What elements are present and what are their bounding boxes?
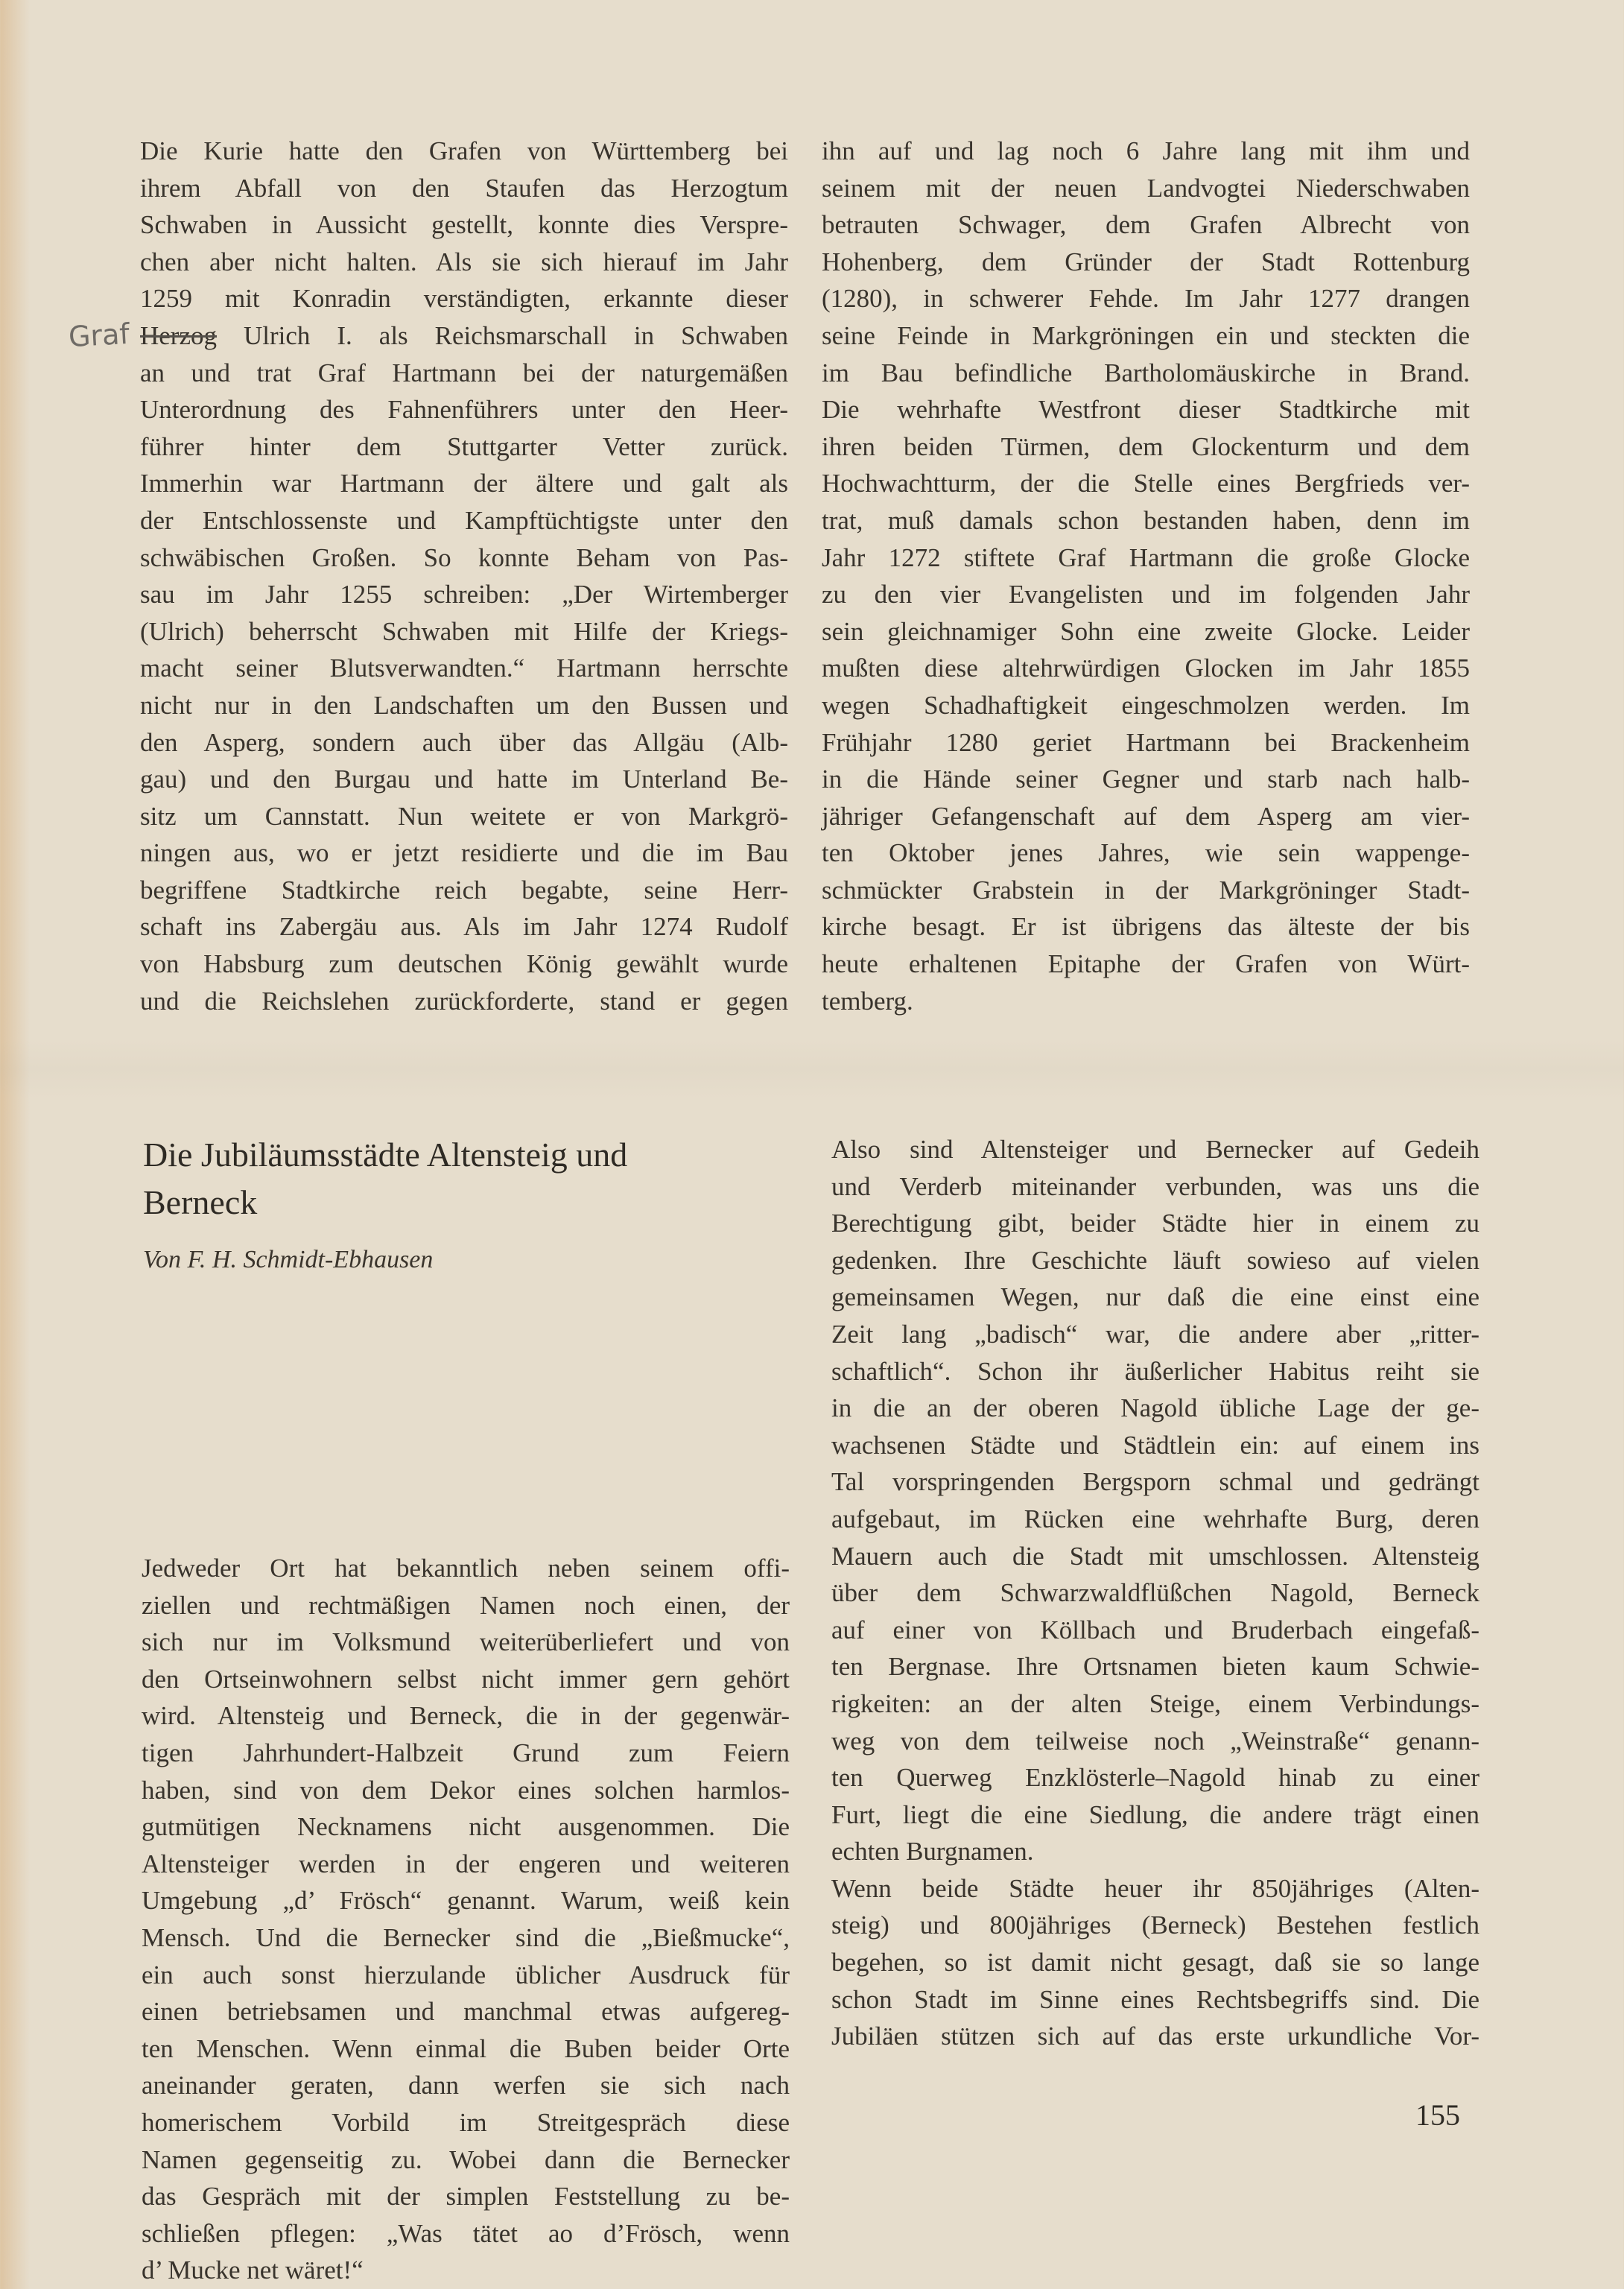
text-line: Jahr 1272 stiftete Graf Hartmann die große Glocke	[822, 542, 1470, 572]
text-line: Also sind Altensteiger und Bernecker auf Gedeih	[831, 1135, 1479, 1164]
text-line: Altensteiger werden in der engeren und weiteren	[142, 1849, 790, 1878]
text-line: tigen Jahrhundert-Halbzeit Grund zum Feiern	[142, 1738, 790, 1767]
text-line: haben, sind von dem Dekor eines solchen harmlos-	[142, 1775, 790, 1805]
text-line: ihrem Abfall von den Staufen das Herzogtum	[140, 173, 788, 203]
page-shading	[0, 1039, 1624, 1099]
text-line: einen betriebsamen und manchmal etwas aufgereg-	[142, 1997, 790, 2027]
text-line: an und trat Graf Hartmann bei der naturgemäßen	[140, 358, 788, 387]
text-line: Namen gegenseitig zu. Wobei dann die Bernecker	[142, 2144, 790, 2174]
text-line: chen aber nicht halten. Als sie sich hierauf im Jahr	[140, 247, 788, 276]
text-line: ein auch sonst hierzulande üblicher Ausdruck für	[142, 1960, 790, 1989]
text-line: jähriger Gefangenschaft auf dem Asperg am vier-	[822, 801, 1470, 831]
article-right-column	[831, 1131, 1479, 2055]
text-line: macht seiner Blutsverwandten.“ Hartmann herrschte	[140, 653, 788, 683]
article-title	[143, 1131, 784, 1226]
text-line: schon Stadt im Sinne eines Rechtsbegriffs sind. Die	[831, 1984, 1479, 2014]
text-line: ningen aus, wo er jetzt residierte und die im Bau	[140, 838, 788, 868]
text-line: sich nur im Volksmund weiterüberliefert und von	[142, 1627, 790, 1657]
text-line: Immerhin war Hartmann der ältere und galt als	[140, 469, 788, 498]
handwritten-margin-note: Graf	[67, 317, 130, 354]
struck-word: Herzog	[140, 320, 218, 350]
text-line: und Verderb miteinander verbunden, was uns die	[831, 1171, 1479, 1201]
text-line: und die Reichslehen zurückforderte, stand er gegen	[140, 986, 788, 1016]
text-line: ihn auf und lag noch 6 Jahre lang mit ihm und	[822, 136, 1470, 165]
text-line: von Habsburg zum deutschen König gewählt wurde	[140, 949, 788, 979]
text-line: echten Burgnamen.	[831, 1837, 1034, 1867]
text-line: begriffene Stadtkirche reich begabte, seine Herr-	[140, 875, 788, 905]
text-line: der Entschlossenste und Kampftüchtigste unter den	[140, 505, 788, 535]
text-line: ten Bergnase. Ihre Ortsnamen bieten kaum Schwie-	[831, 1652, 1479, 1682]
text-line: trat, muß damals schon bestanden haben, denn im	[822, 505, 1470, 535]
text-line: Unterordnung des Fahnenführers unter den Heer-	[140, 395, 788, 425]
text-line: sitz um Cannstatt. Nun weitete er von Markgrö-	[140, 801, 788, 831]
text-line: in die an der oberen Nagold übliche Lage der ge-	[831, 1393, 1479, 1423]
article-byline: Von F. H. Schmidt-Ebhausen	[143, 1246, 434, 1273]
text-line: Die wehrhafte Westfront dieser Stadtkirche mit	[822, 395, 1470, 425]
text-line: Hochwachtturm, der die Stelle eines Bergfrieds ver-	[822, 469, 1470, 498]
text-line: Frühjahr 1280 geriet Hartmann bei Brackenheim	[822, 727, 1470, 757]
text-line: wegen Schadhaftigkeit eingeschmolzen werden. Im	[822, 690, 1470, 720]
text-line: gemeinsamen Wegen, nur daß die eine einst eine	[831, 1282, 1479, 1312]
text-line: schaftlich“. Schon ihr äußerlicher Habitus reiht sie	[831, 1356, 1479, 1386]
text-line: ihren beiden Türmen, dem Glockenturm und dem	[822, 431, 1470, 461]
text-line: den Asperg, sondern auch über das Allgäu (Alb-	[140, 727, 788, 757]
text-line: schmückter Grabstein in der Markgröninger Stadt-	[822, 875, 1470, 905]
text-line: wachsenen Städte und Städtlein ein: auf einem ins	[831, 1430, 1479, 1460]
text-line: ten Oktober jenes Jahres, wie sein wappenge-	[822, 838, 1470, 868]
text-line: seine Feinde in Markgröningen ein und steckten die	[822, 320, 1470, 350]
text-line: Schwaben in Aussicht gestellt, konnte dies Verspre-	[140, 210, 788, 240]
text-line: Zeit lang „badisch“ war, die andere aber „ritter-	[831, 1319, 1479, 1349]
text-line: ziellen und rechtmäßigen Namen noch einen, der	[142, 1590, 790, 1620]
text-line: (Ulrich) beherrscht Schwaben mit Hilfe der Kriegs-	[140, 616, 788, 646]
text-line: Jubiläen stützen sich auf das erste urkundliche Vor-	[831, 2022, 1479, 2051]
previous-article-left-column	[140, 133, 788, 1019]
text-line: Hohenberg, dem Gründer der Stadt Rottenburg	[822, 247, 1470, 276]
page-number: 155	[1415, 2098, 1460, 2132]
text-line-rest: Ulrich I. als Reichsmarschall in Schwaben	[217, 320, 788, 350]
text-line: Mauern auch die Stadt mit umschlossen. Altensteig	[831, 1541, 1479, 1571]
text-line: zu den vier Evangelisten und im folgenden Jahr	[822, 580, 1470, 610]
previous-article-right-column	[822, 133, 1470, 1019]
text-line: ten Menschen. Wenn einmal die Buben beider Orte	[142, 2033, 790, 2063]
text-line: kirche besagt. Er ist übrigens das älteste der bis	[822, 912, 1470, 942]
text-line: führer hinter dem Stuttgarter Vetter zurück.	[140, 431, 788, 461]
text-line: den Ortseinwohnern selbst nicht immer gern gehört	[142, 1664, 790, 1694]
text-line: Furt, liegt die eine Siedlung, die andere trägt einen	[831, 1799, 1479, 1829]
article-left-column	[142, 1550, 790, 2289]
text-line: 1259 mit Konradin verständigten, erkannte dieser	[140, 284, 788, 314]
text-line: rigkeiten: an der alten Steige, einem Verbindungs-	[831, 1688, 1479, 1718]
text-line: Die Kurie hatte den Grafen von Württemberg bei	[140, 136, 788, 165]
text-line: Umgebung „d’ Frösch“ genannt. Warum, weiß kein	[142, 1886, 790, 1916]
text-line: Berechtigung gibt, beider Städte hier in einem zu	[831, 1209, 1479, 1238]
text-line: Wenn beide Städte heuer ihr 850jähriges (Alten-	[831, 1873, 1479, 1903]
text-line: das Gespräch mit der simplen Feststellung zu be-	[142, 2182, 790, 2212]
text-line: weg von dem teilweise noch „Weinstraße“ genann-	[831, 1726, 1479, 1755]
text-line: Tal vorspringenden Bergsporn schmal und gedrängt	[831, 1467, 1479, 1497]
text-line: schwäbischen Großen. So konnte Beham von Pas-	[140, 542, 788, 572]
text-line: nicht nur in den Landschaften um den Bussen und	[140, 690, 788, 720]
text-line: im Bau befindliche Bartholomäuskirche in Brand.	[822, 358, 1470, 387]
text-line: Mensch. Und die Bernecker sind die „Bießmucke“,	[142, 1922, 790, 1952]
text-line: steig) und 800jähriges (Berneck) Bestehen festlich	[831, 1910, 1479, 1940]
text-line: sau im Jahr 1255 schreiben: „Der Wirtemberger	[140, 580, 788, 610]
text-line: begehen, so ist damit nicht gesagt, daß sie so lange	[831, 1948, 1479, 1978]
text-line: temberg.	[822, 986, 913, 1016]
text-line: d’ Mucke net wäret!“	[142, 2255, 364, 2285]
text-line: Jedweder Ort hat bekanntlich neben seinem offi-	[142, 1554, 790, 1583]
text-line: gau) und den Burgau und hatte im Unterland Be-	[140, 764, 788, 794]
text-line-with-correction	[140, 317, 788, 355]
text-line: betrauten Schwager, dem Grafen Albrecht von	[822, 210, 1470, 240]
text-line: auf einer von Köllbach und Bruderbach eingefaß-	[831, 1615, 1479, 1644]
text-line: schließen pflegen: „Was tätet ao d’Frösch, wenn	[142, 2218, 790, 2248]
text-line: homerischem Vorbild im Streitgespräch diese	[142, 2107, 790, 2137]
text-line: über dem Schwarzwaldflüßchen Nagold, Berneck	[831, 1578, 1479, 1608]
article-title-line: Berneck	[143, 1183, 258, 1221]
text-line: (1280), in schwerer Fehde. Im Jahr 1277 drangen	[822, 284, 1470, 314]
text-line: aufgebaut, im Rücken eine wehrhafte Burg, deren	[831, 1504, 1479, 1533]
text-line: seinem mit der neuen Landvogtei Niederschwaben	[822, 173, 1470, 203]
text-line: sein gleichnamiger Sohn eine zweite Glocke. Leider	[822, 616, 1470, 646]
text-line: gutmütigen Necknamens nicht ausgenommen. Die	[142, 1812, 790, 1842]
text-line: gedenken. Ihre Geschichte läuft sowieso auf vielen	[831, 1245, 1479, 1275]
text-line: in die Hände seiner Gegner und starb nach halb-	[822, 764, 1470, 794]
text-line: wird. Altensteig und Berneck, die in der gegenwär-	[142, 1701, 790, 1731]
text-line: mußten diese altehrwürdigen Glocken im Jahr 1855	[822, 653, 1470, 683]
text-line: aneinander geraten, dann werfen sie sich nach	[142, 2071, 790, 2100]
article-title-line: Die Jubiläumsstädte Altensteig und	[143, 1136, 628, 1174]
text-line: schaft ins Zabergäu aus. Als im Jahr 1274 Rudolf	[140, 912, 788, 942]
text-line: heute erhaltenen Epitaphe der Grafen von Würt-	[822, 949, 1470, 979]
text-line: ten Querweg Enzklösterle–Nagold hinab zu einer	[831, 1763, 1479, 1793]
